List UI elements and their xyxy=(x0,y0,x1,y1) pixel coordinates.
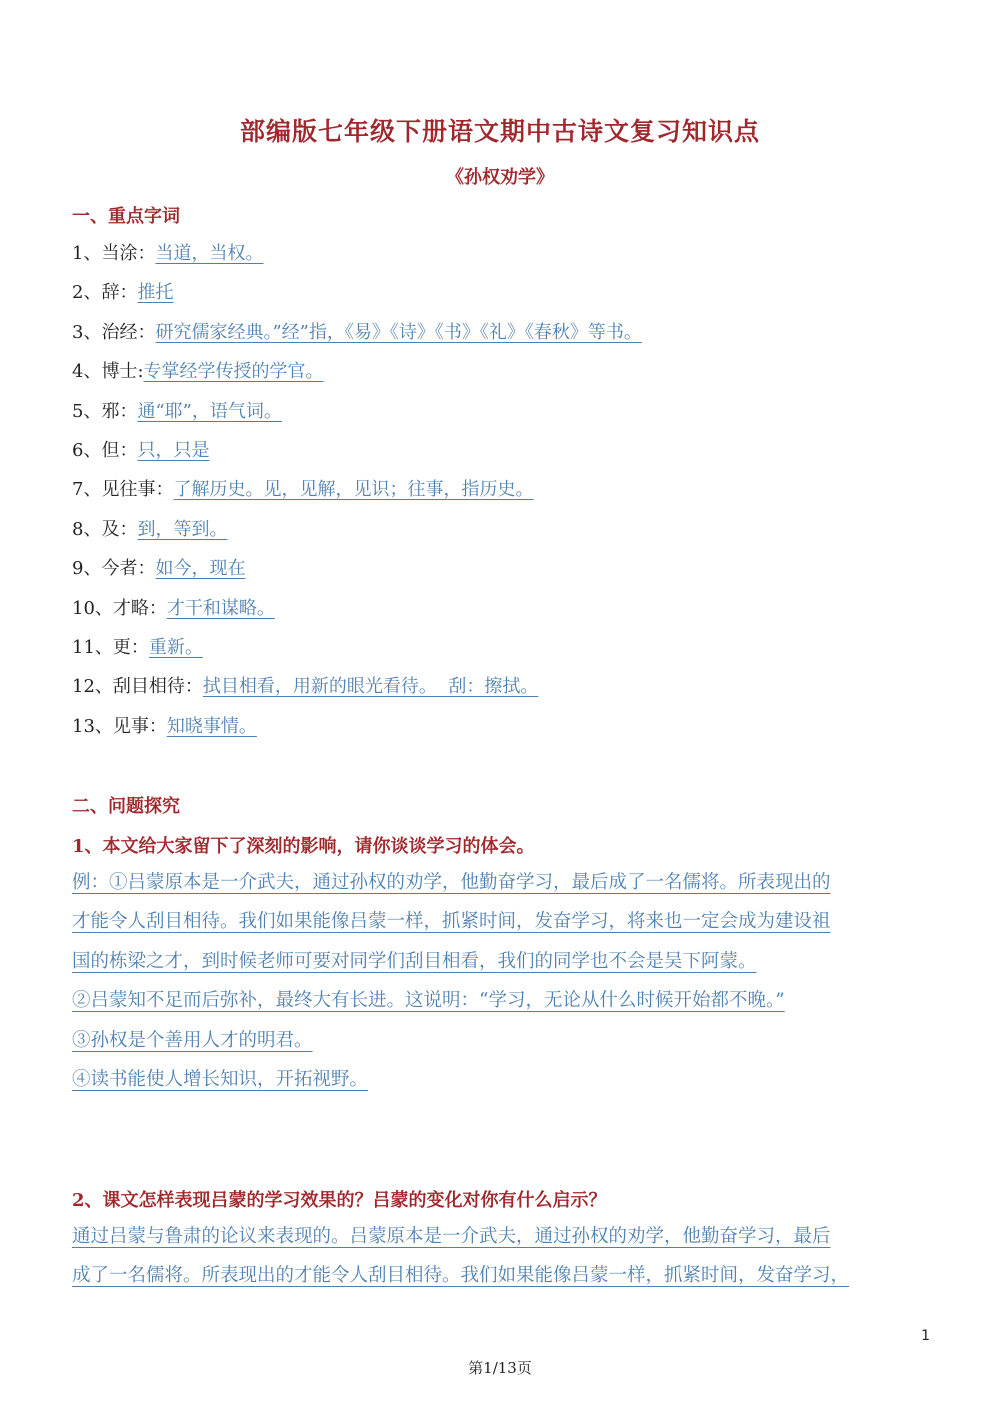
section-heading-questions: 二、问题探究 xyxy=(72,796,180,817)
list-item: 6、但：只，只是 xyxy=(72,439,210,461)
list-item: 8、及：到，等到。 xyxy=(72,518,228,540)
list-item: 2、辞：推托 xyxy=(72,282,174,304)
list-item: 10、才略：才干和谋略。 xyxy=(72,597,275,619)
answer-1 xyxy=(72,863,932,1099)
page-title: 部编版七年级下册语文期中古诗文复习知识点 xyxy=(239,117,760,146)
list-item: 1、当涂：当道，当权。 xyxy=(72,243,264,264)
section-heading-key-words: 一、重点字词 xyxy=(72,206,180,227)
list-item: 12、刮目相待：拭目相看，用新的眼光看待。 刮：擦拭。 xyxy=(72,676,539,698)
answer-line: 通过吕蒙与鲁肃的论议来表现的。吕蒙原本是一介武夫，通过孙权的劝学，他勤奋学习，最后 xyxy=(72,1226,831,1247)
question-1: 1、本文给大家留下了深刻的影响，请你谈谈学习的体会。 xyxy=(72,836,535,857)
list-item: 5、邪：通“耶”，语气词。 xyxy=(72,400,282,422)
answer-line: ③孙权是个善用人才的明君。 xyxy=(72,1029,313,1051)
page-number: 1 xyxy=(921,1328,930,1344)
list-item: 11、更：重新。 xyxy=(72,636,203,658)
answer-line: ④读书能使人增长知识，开拓视野。 xyxy=(72,1069,369,1091)
answer-line: 成了一名儒将。所表现出的才能令人刮目相待。我们如果能像吕蒙一样，抓紧时间，发奋学习， xyxy=(72,1265,850,1287)
list-item: 3、治经：研究儒家经典。”经”指，《易》《诗》《书》《礼》《春秋》等书。 xyxy=(72,321,642,343)
page-footer: 第1/13页 xyxy=(468,1359,532,1377)
answer-line: 才能令人刮目相待。我们如果能像吕蒙一样，抓紧时间，发奋学习，将来也一定会成为建设祖 xyxy=(72,911,831,933)
list-item: 4、博士:专掌经学传授的学官。 xyxy=(72,361,324,383)
list-item: 9、今者：如今，现在 xyxy=(72,558,246,580)
vocab-list xyxy=(72,241,642,753)
answer-line: 例：①吕蒙原本是一介武夫，通过孙权的劝学，他勤奋学习，最后成了一名儒将。所表现出的 xyxy=(72,872,831,893)
answer-2 xyxy=(72,1217,932,1296)
question-2: 2、课文怎样表现吕蒙的学习效果的？吕蒙的变化对你有什么启示？ xyxy=(72,1190,607,1211)
answer-line: 国的栋梁之才，到时候老师可要对同学们刮目相看，我们的同学也不会是吴下阿蒙。 xyxy=(72,950,757,972)
answer-line: ②吕蒙知不足而后弥补，最终大有长进。这说明：“学习，无论从什么时候开始都不晚。” xyxy=(72,990,785,1012)
page-subtitle: 《孙权劝学》 xyxy=(446,167,554,188)
list-item: 7、见往事：了解历史。见，见解，见识；往事，指历史。 xyxy=(72,479,534,501)
list-item: 13、见事：知晓事情。 xyxy=(72,715,257,737)
